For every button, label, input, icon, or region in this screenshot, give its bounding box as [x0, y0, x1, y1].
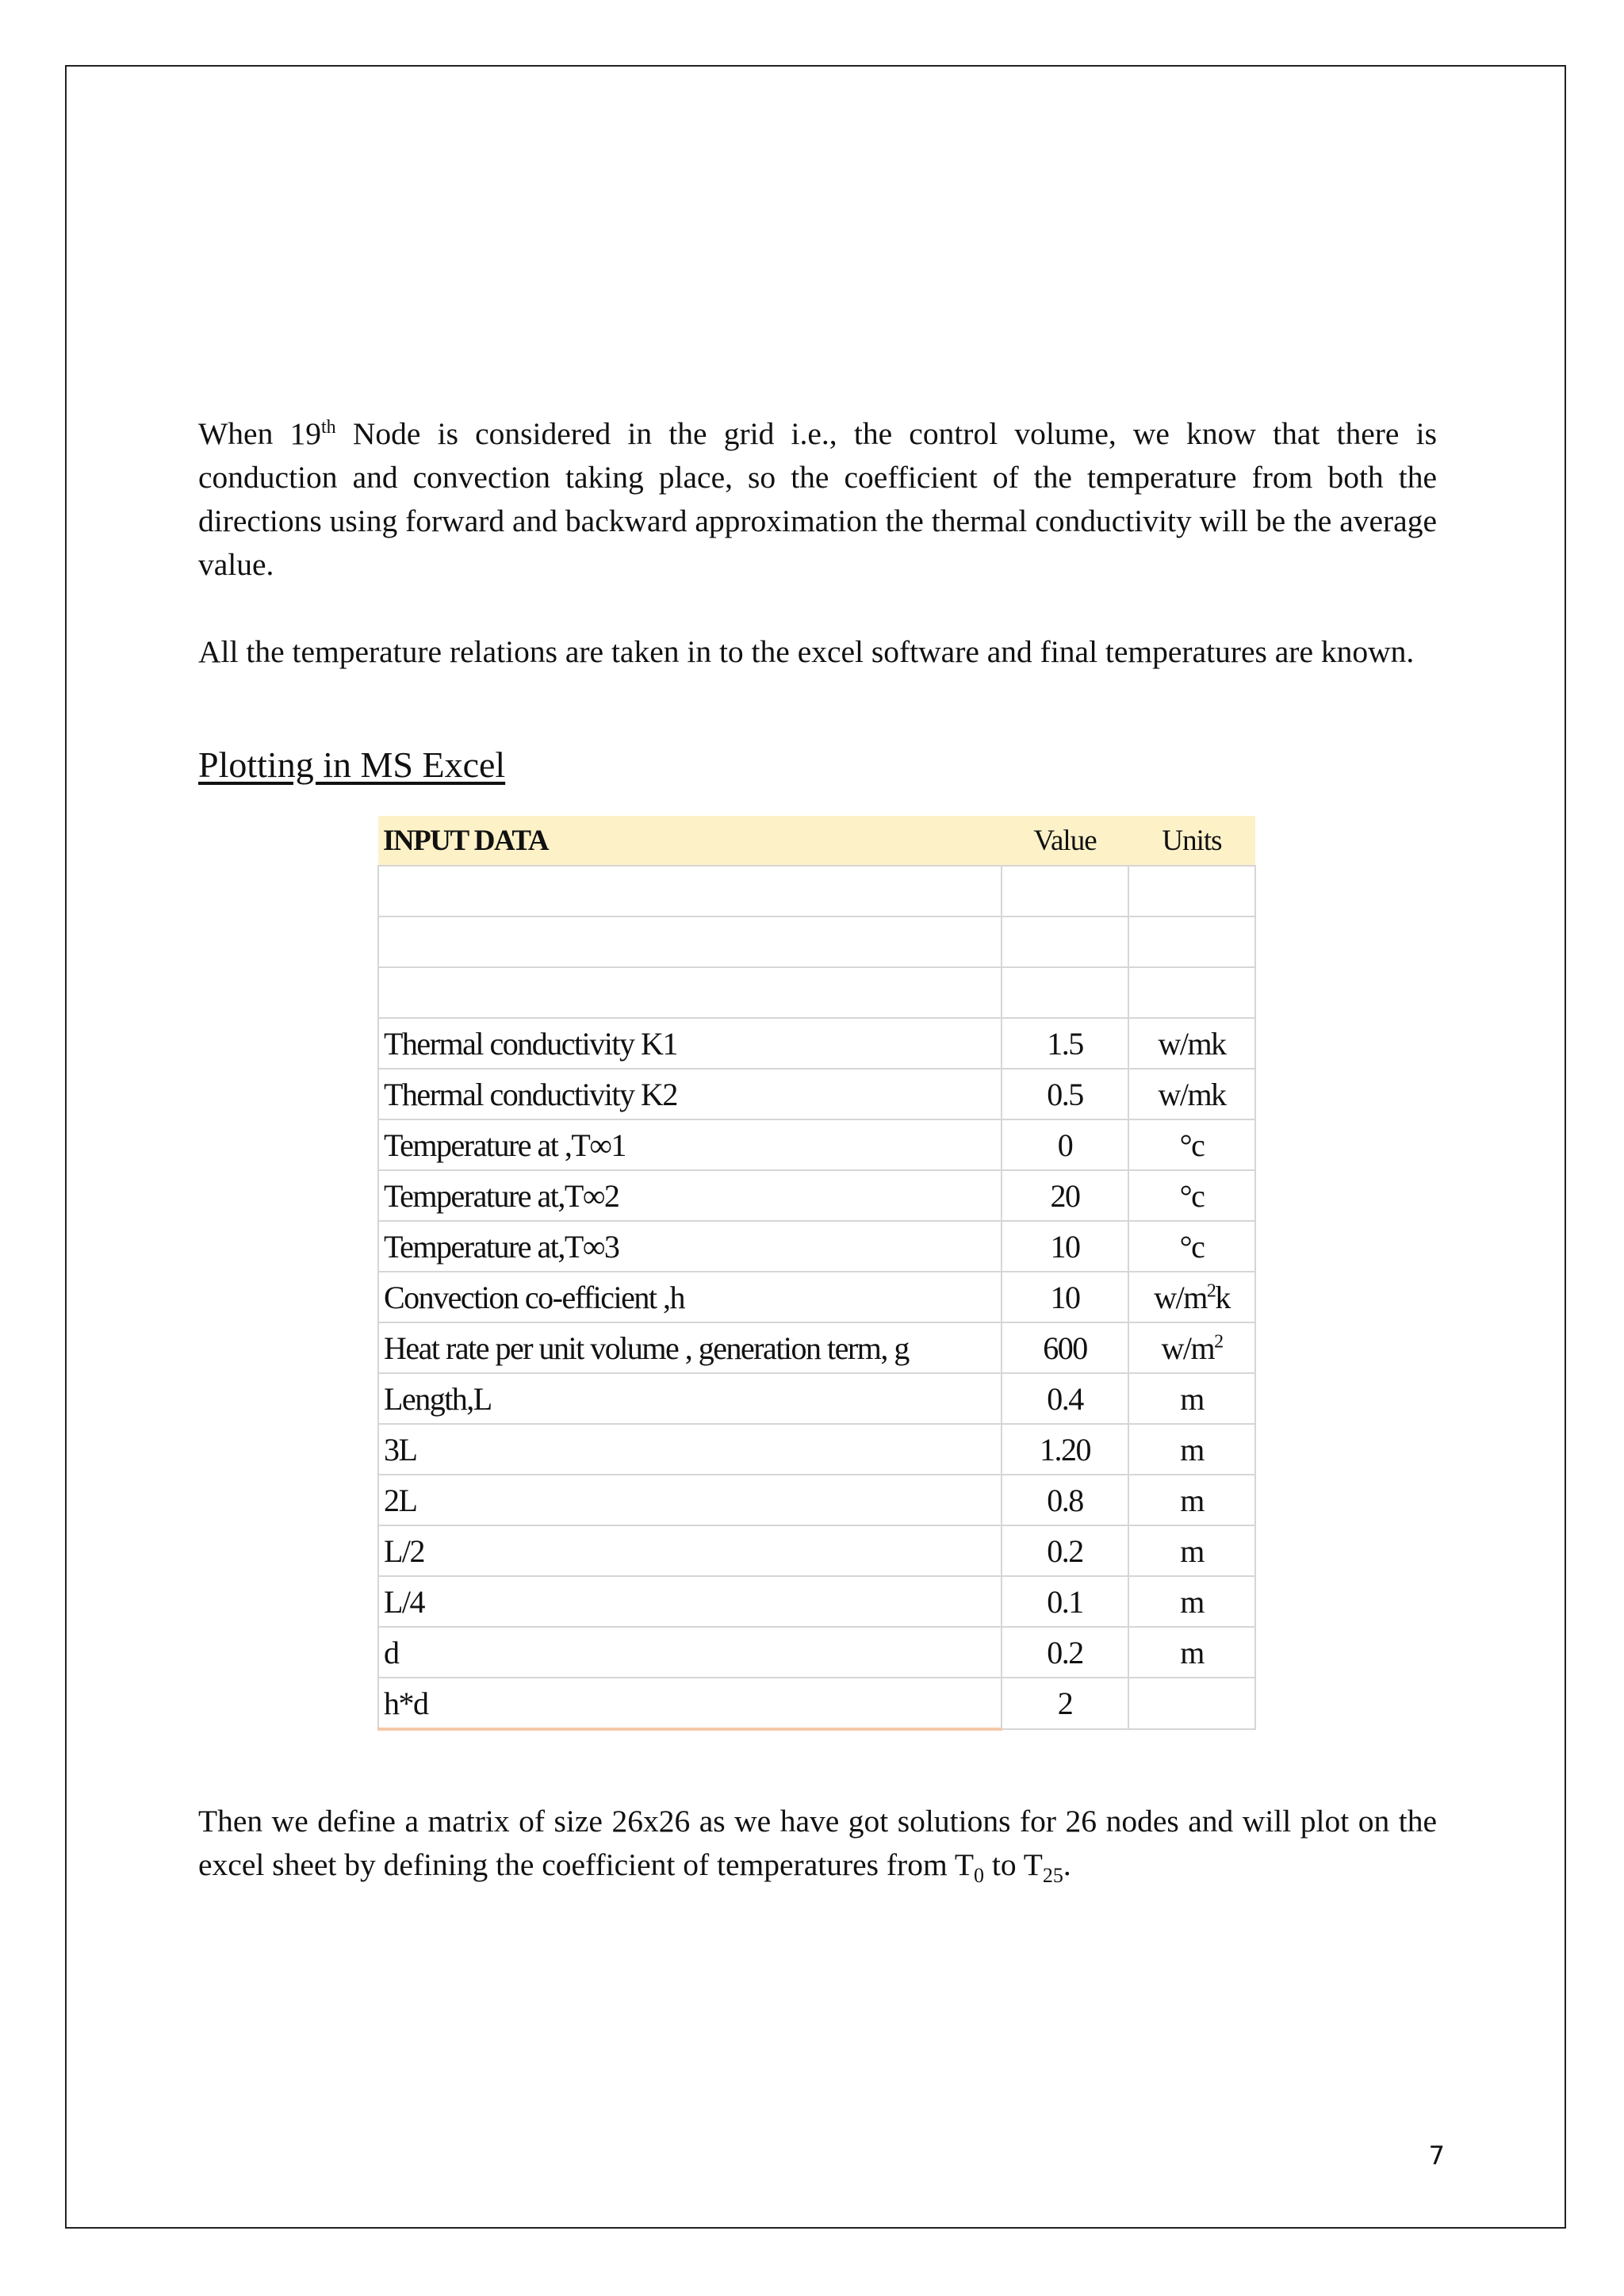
input-data-table — [377, 816, 1256, 1731]
row-unit: w/mk — [1128, 1069, 1255, 1119]
row-unit — [1128, 1678, 1255, 1729]
row-value: 1.5 — [1002, 1018, 1128, 1069]
row-value — [1002, 916, 1128, 967]
row-value: 10 — [1002, 1272, 1128, 1322]
section-heading: Plotting in MS Excel — [198, 744, 506, 785]
table-row — [378, 1018, 1255, 1069]
table-row — [378, 1373, 1255, 1424]
p3-text-start: Then we define a matrix of size 26x26 as we have got solutions for 26 nodes and will plot on the excel sheet by defining the coefficient of temperatures from T — [198, 1804, 1437, 1882]
row-label: Temperature at,T∞2 — [378, 1170, 1002, 1221]
row-unit: m — [1128, 1424, 1255, 1475]
row-unit — [1128, 866, 1255, 916]
p3-text-end: . — [1063, 1847, 1071, 1882]
row-value: 20 — [1002, 1170, 1128, 1221]
row-label: L/2 — [378, 1525, 1002, 1576]
paragraph-matrix-definition — [198, 1800, 1437, 1887]
table-row — [378, 1525, 1255, 1576]
row-unit: m — [1128, 1525, 1255, 1576]
p1-superscript: th — [321, 416, 336, 438]
row-value: 600 — [1002, 1322, 1128, 1373]
row-label: Convection co-efficient ,h — [378, 1272, 1002, 1322]
table-row — [378, 1322, 1255, 1373]
table-row — [378, 1678, 1255, 1729]
row-value — [1002, 866, 1128, 916]
row-unit — [1128, 916, 1255, 967]
row-label: L/4 — [378, 1576, 1002, 1627]
row-label — [378, 866, 1002, 916]
row-label: Length,L — [378, 1373, 1002, 1424]
row-value: 10 — [1002, 1221, 1128, 1272]
row-value: 0.2 — [1002, 1627, 1128, 1678]
unit-exponent: 2 — [1206, 1280, 1216, 1302]
row-unit: m — [1128, 1576, 1255, 1627]
row-label: 2L — [378, 1475, 1002, 1525]
row-unit — [1128, 1272, 1255, 1322]
row-value: 2 — [1002, 1678, 1128, 1729]
row-value: 0.5 — [1002, 1069, 1128, 1119]
header-input-data: INPUT DATA — [378, 816, 1002, 866]
table-row — [378, 967, 1255, 1018]
row-label: Thermal conductivity K2 — [378, 1069, 1002, 1119]
row-unit — [1128, 1322, 1255, 1373]
row-label: Thermal conductivity K1 — [378, 1018, 1002, 1069]
unit-base: w/m — [1154, 1279, 1207, 1315]
unit-base: w/m — [1161, 1330, 1215, 1366]
paragraph-temperature-relations: All the temperature relations are taken in to the excel software and final temperatures are known. — [198, 634, 1415, 669]
table-header-row — [378, 816, 1255, 866]
row-unit: °c — [1128, 1221, 1255, 1272]
table-row — [378, 1627, 1255, 1678]
row-unit: °c — [1128, 1119, 1255, 1170]
table-row — [378, 1475, 1255, 1525]
page-number: 7 — [1428, 2141, 1445, 2171]
table-row — [378, 1119, 1255, 1170]
row-value: 0.1 — [1002, 1576, 1128, 1627]
p3-subscript-end: 25 — [1042, 1863, 1063, 1887]
table-row — [378, 1170, 1255, 1221]
p1-text-start: When 19 — [198, 416, 321, 451]
row-label — [378, 916, 1002, 967]
table-row — [378, 1272, 1255, 1322]
row-unit: °c — [1128, 1170, 1255, 1221]
row-label: 3L — [378, 1424, 1002, 1475]
table-row — [378, 1576, 1255, 1627]
p1-text-end: Node is considered in the grid i.e., the control volume, we know that there is conduction and convection taking place, so the coefficient of the temperature from both the directions using forward and backward approximation the thermal conductivity will be the average value. — [198, 416, 1437, 582]
row-unit: m — [1128, 1627, 1255, 1678]
header-value: Value — [1002, 816, 1128, 866]
row-value: 0.2 — [1002, 1525, 1128, 1576]
unit-exponent: 2 — [1214, 1331, 1223, 1353]
row-label — [378, 967, 1002, 1018]
row-label: d — [378, 1627, 1002, 1678]
row-value: 0 — [1002, 1119, 1128, 1170]
p3-text-mid: to T — [983, 1847, 1043, 1882]
header-units: Units — [1128, 816, 1255, 866]
row-unit: w/mk — [1128, 1018, 1255, 1069]
row-unit — [1128, 967, 1255, 1018]
row-label: h*d — [378, 1678, 1002, 1729]
row-unit: m — [1128, 1475, 1255, 1525]
table-row — [378, 866, 1255, 916]
row-unit: m — [1128, 1373, 1255, 1424]
unit-suffix: k — [1215, 1279, 1230, 1315]
paragraph-node-19 — [198, 412, 1437, 587]
row-label: Temperature at ,T∞1 — [378, 1119, 1002, 1170]
row-label: Heat rate per unit volume , generation term, g — [378, 1322, 1002, 1373]
row-value: 0.8 — [1002, 1475, 1128, 1525]
table-row — [378, 916, 1255, 967]
table-row — [378, 1221, 1255, 1272]
row-label: Temperature at,T∞3 — [378, 1221, 1002, 1272]
p3-subscript-start: 0 — [973, 1863, 984, 1887]
row-value: 0.4 — [1002, 1373, 1128, 1424]
row-value — [1002, 967, 1128, 1018]
table-row — [378, 1424, 1255, 1475]
row-value: 1.20 — [1002, 1424, 1128, 1475]
table-row — [378, 1069, 1255, 1119]
